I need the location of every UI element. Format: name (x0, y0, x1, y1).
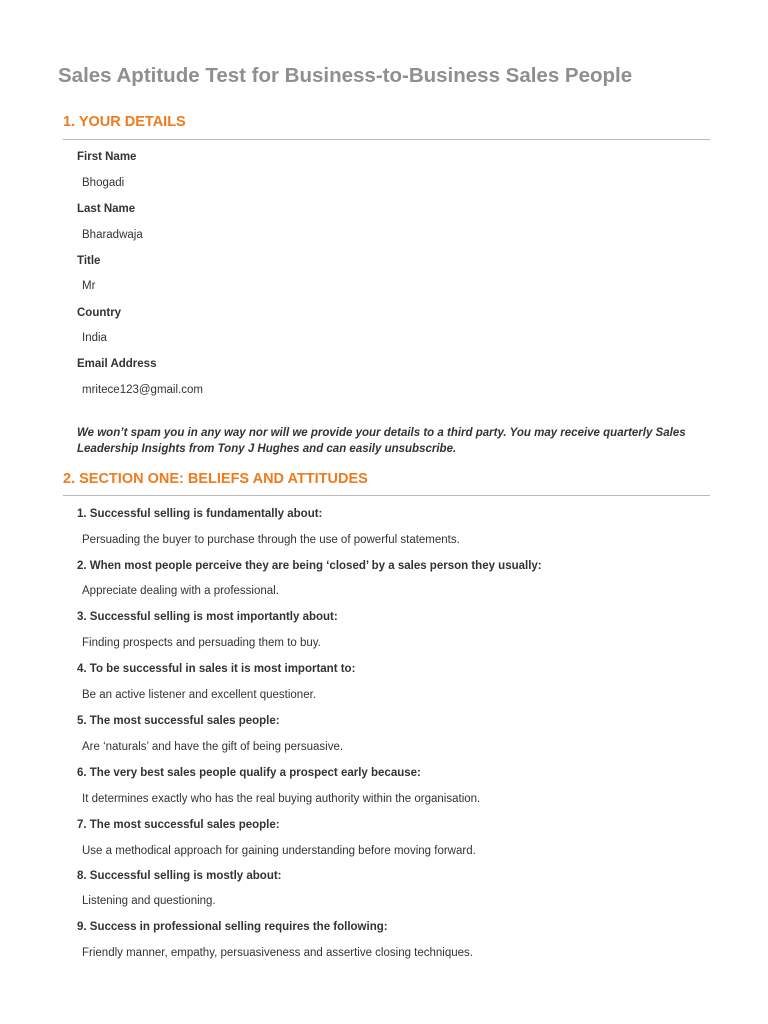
question-3: 3. Successful selling is most importantly about: (77, 611, 338, 623)
answer-5: Are ‘naturals’ and have the gift of being persuasive. (82, 741, 344, 753)
field-value-last-name: Bharadwaja (82, 229, 143, 241)
field-value-country: India (82, 332, 107, 344)
privacy-notice: We won’t spam you in any way nor will we provide your details to a third party. You may receive quarterly Sales Leadership Insights from Tony J Hughes and can easily unsubscribe. (77, 427, 686, 455)
answer-4: Be an active listener and excellent questioner. (82, 689, 316, 701)
question-8: 8. Successful selling is mostly about: (77, 870, 282, 882)
field-label-title: Title (77, 255, 101, 267)
answer-7: Use a methodical approach for gaining understanding before moving forward. (82, 845, 476, 857)
field-label-first-name: First Name (77, 151, 137, 163)
answer-6: It determines exactly who has the real buying authority within the organisation. (82, 793, 481, 805)
section-heading-your-details: 1. YOUR DETAILS (63, 114, 186, 130)
page-title: Sales Aptitude Test for Business-to-Business Sales People (58, 64, 633, 87)
question-4: 4. To be successful in sales it is most important to: (77, 663, 356, 675)
field-label-country: Country (77, 307, 122, 319)
section-heading-beliefs: 2. SECTION ONE: BELIEFS AND ATTITUDES (63, 471, 368, 487)
answer-3: Finding prospects and persuading them to buy. (82, 637, 321, 649)
section-divider (63, 139, 710, 140)
answer-1: Persuading the buyer to purchase through the use of powerful statements. (82, 534, 460, 546)
field-value-first-name: Bhogadi (82, 177, 125, 189)
question-9: 9. Success in professional selling requires the following: (77, 921, 388, 933)
question-7: 7. The most successful sales people: (77, 819, 280, 831)
question-2: 2. When most people perceive they are being ‘closed’ by a sales person they usually: (77, 560, 542, 572)
answer-2: Appreciate dealing with a professional. (82, 585, 279, 597)
section-divider (63, 495, 710, 496)
question-6: 6. The very best sales people qualify a prospect early because: (77, 767, 421, 779)
field-value-title: Mr (82, 280, 96, 292)
question-5: 5. The most successful sales people: (77, 715, 280, 727)
answer-9: Friendly manner, empathy, persuasiveness and assertive closing techniques. (82, 947, 473, 959)
field-label-last-name: Last Name (77, 203, 136, 215)
field-label-email: Email Address (77, 358, 157, 370)
field-value-email: mritece123@gmail.com (82, 384, 203, 396)
answer-8: Listening and questioning. (82, 895, 216, 907)
question-1: 1. Successful selling is fundamentally about: (77, 508, 323, 520)
